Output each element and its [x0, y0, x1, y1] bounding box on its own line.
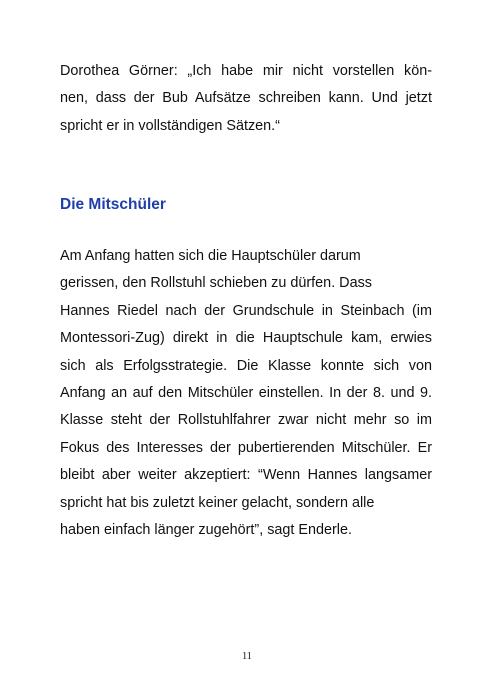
body-line: gerissen, den Rollstuhl schieben zu dürfen. Dass: [60, 275, 372, 292]
page-number: 11: [242, 651, 252, 662]
body-line: haben einfach länger zugehört”, sagt Enderle.: [60, 521, 353, 538]
body-line: spricht hat bis zuletzt keiner gelacht, sondern alle: [60, 494, 375, 511]
intro-line: nen, dass der Bub Aufsätze schreiben kann. Und jetzt: [60, 90, 432, 107]
body-line: Klasse steht der Rollstuhlfahrer zwar nicht mehr so im: [60, 412, 432, 429]
body-paragraph: [60, 243, 432, 544]
intro-line: Dorothea Görner: „Ich habe mir nicht vorstellen kön-: [60, 63, 432, 79]
intro-line: spricht er in vollständigen Sätzen.“: [60, 117, 280, 134]
section-heading: Die Mitschüler: [60, 196, 166, 213]
body-line: Montessori-Zug) direkt in die Hauptschule kam, erwies: [60, 330, 432, 347]
body-line: Anfang an auf den Mitschüler einstellen. In der 8. und 9.: [60, 384, 432, 401]
body-line: sich als Erfolgsstrategie. Die Klasse konnte sich von: [60, 357, 432, 374]
intro-paragraph: [60, 58, 432, 140]
body-line: Am Anfang hatten sich die Hauptschüler darum: [60, 248, 361, 264]
body-line: Fokus des Interesses der pubertierenden Mitschüler. Er: [60, 439, 432, 456]
body-line: Hannes Riedel nach der Grundschule in Steinbach (im: [60, 302, 432, 319]
body-line: bleibt aber weiter akzeptiert: “Wenn Hannes langsamer: [60, 467, 432, 484]
